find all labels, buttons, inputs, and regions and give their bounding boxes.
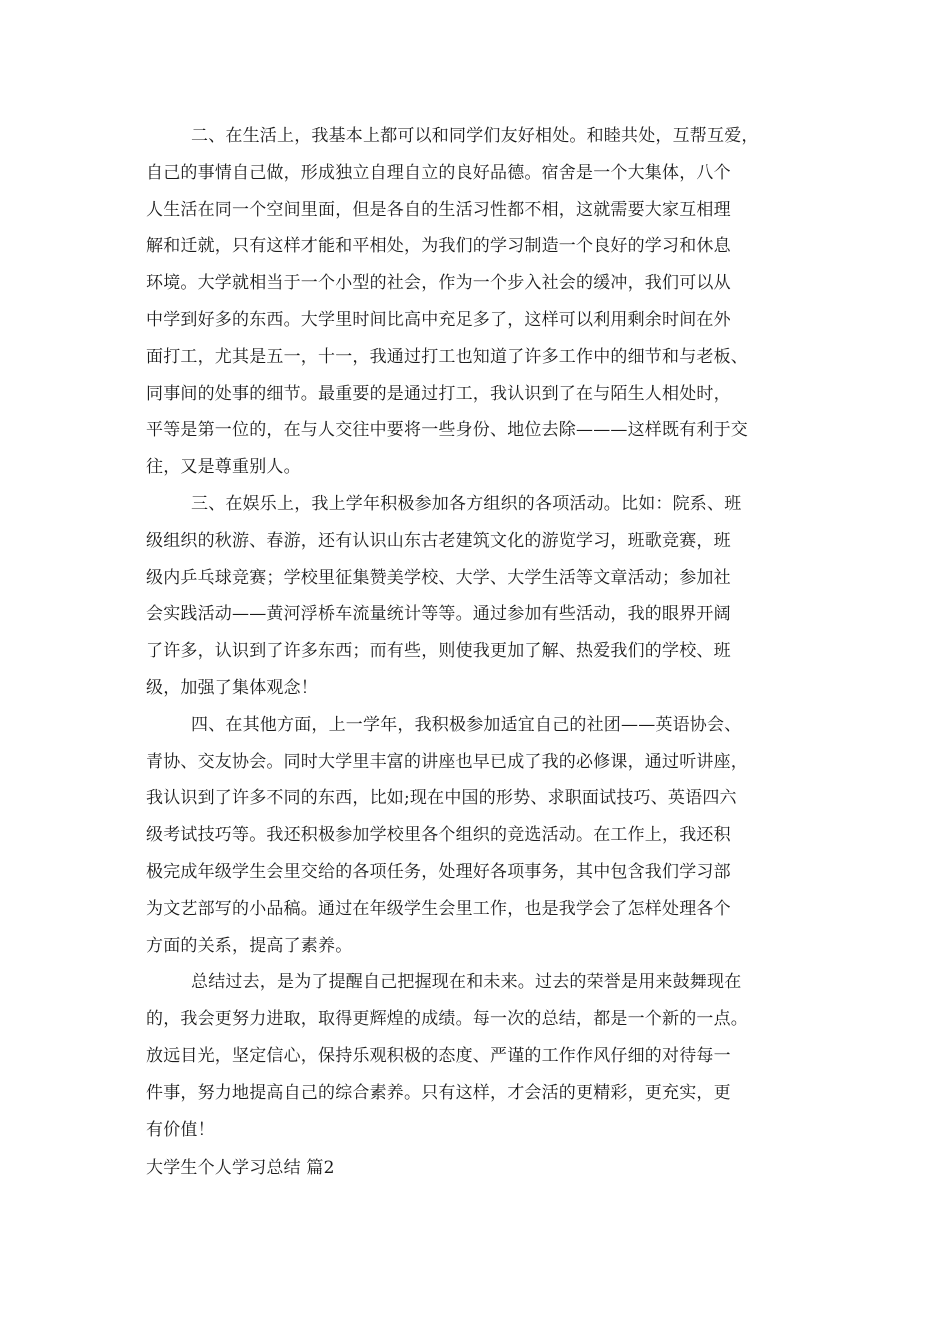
section-heading: 大学生个人学习总结 篇2 bbox=[146, 1158, 335, 1179]
paragraph-line: 了许多，认识到了许多东西；而有些，则使我更加了解、热爱我们的学校、班 bbox=[146, 641, 731, 662]
paragraph-other bbox=[146, 707, 810, 965]
paragraph-line: 会实践活动——黄河浮桥车流量统计等等。通过参加有些活动，我的眼界开阔 bbox=[146, 604, 731, 625]
paragraph-line: 环境。大学就相当于一个小型的社会，作为一个步入社会的缓冲，我们可以从 bbox=[146, 273, 731, 294]
paragraph-line: 三、在娱乐上，我上学年积极参加各方组织的各项活动。比如：院系、班 bbox=[191, 493, 742, 514]
paragraph-line: 件事，努力地提高自己的综合素养。只有这样，才会活的更精彩，更充实，更 bbox=[146, 1082, 731, 1103]
paragraph-line: 方面的关系，提高了素养。 bbox=[146, 935, 353, 956]
paragraph-line: 有价值！ bbox=[146, 1119, 215, 1140]
paragraph-line: 青协、交友协会。同时大学里丰富的讲座也早已成了我的必修课，通过听讲座， bbox=[146, 751, 748, 772]
paragraph-line: 往，又是尊重别人。 bbox=[146, 457, 301, 478]
paragraph-line: 人生活在同一个空间里面，但是各自的生活习性都不相，这就需要大家互相理 bbox=[146, 199, 731, 220]
paragraph-line: 解和迁就，只有这样才能和平相处，为我们的学习制造一个良好的学习和休息 bbox=[146, 236, 731, 257]
paragraph-line: 我认识到了许多不同的东西，比如;现在中国的形势、求职面试技巧、英语四六 bbox=[146, 788, 737, 809]
paragraph-line: 面打工，尤其是五一，十一，我通过打工也知道了许多工作中的细节和与老板、 bbox=[146, 346, 748, 367]
paragraph-line: 自己的事情自己做，形成独立自理自立的良好品德。宿舍是一个大集体，八个 bbox=[146, 162, 731, 183]
paragraph-line: 二、在生活上，我基本上都可以和同学们友好相处。和睦共处，互帮互爱， bbox=[191, 126, 759, 146]
paragraph-line: 平等是第一位的，在与人交往中要将一些身份、地位去除———这样既有利于交 bbox=[146, 420, 748, 441]
paragraph-entertainment bbox=[146, 486, 810, 707]
paragraph-life bbox=[146, 118, 810, 486]
paragraph-line: 级组织的秋游、春游，还有认识山东古老建筑文化的游览学习，班歌竞赛，班 bbox=[146, 530, 731, 551]
paragraph-line: 的，我会更努力进取，取得更辉煌的成绩。每一次的总结，都是一个新的一点。 bbox=[146, 1009, 748, 1030]
paragraph-line: 级内乒乓球竞赛；学校里征集赞美学校、大学、大学生活等文章活动；参加社 bbox=[146, 567, 731, 588]
paragraph-summary bbox=[146, 964, 810, 1148]
paragraph-line: 同事间的处事的细节。最重要的是通过打工，我认识到了在与陌生人相处时， bbox=[146, 383, 731, 404]
paragraph-line: 总结过去，是为了提醒自己把握现在和未来。过去的荣誉是用来鼓舞现在 bbox=[191, 972, 742, 993]
paragraph-line: 四、在其他方面，上一学年，我积极参加适宜自己的社团——英语协会、 bbox=[191, 714, 742, 735]
paragraph-line: 极完成年级学生会里交给的各项任务，处理好各项事务，其中包含我们学习部 bbox=[146, 861, 731, 882]
paragraph-line: 级考试技巧等。我还积极参加学校里各个组织的竞选活动。在工作上，我还积 bbox=[146, 825, 731, 846]
paragraph-line: 为文艺部写的小品稿。通过在年级学生会里工作，也是我学会了怎样处理各个 bbox=[146, 898, 731, 919]
document-body bbox=[146, 118, 810, 1187]
paragraph-line: 放远目光，坚定信心，保持乐观积极的态度、严谨的工作作风仔细的对待每一 bbox=[146, 1045, 731, 1066]
paragraph-line: 级，加强了集体观念！ bbox=[146, 677, 318, 698]
paragraph-line: 中学到好多的东西。大学里时间比高中充足多了，这样可以利用剩余时间在外 bbox=[146, 309, 731, 330]
